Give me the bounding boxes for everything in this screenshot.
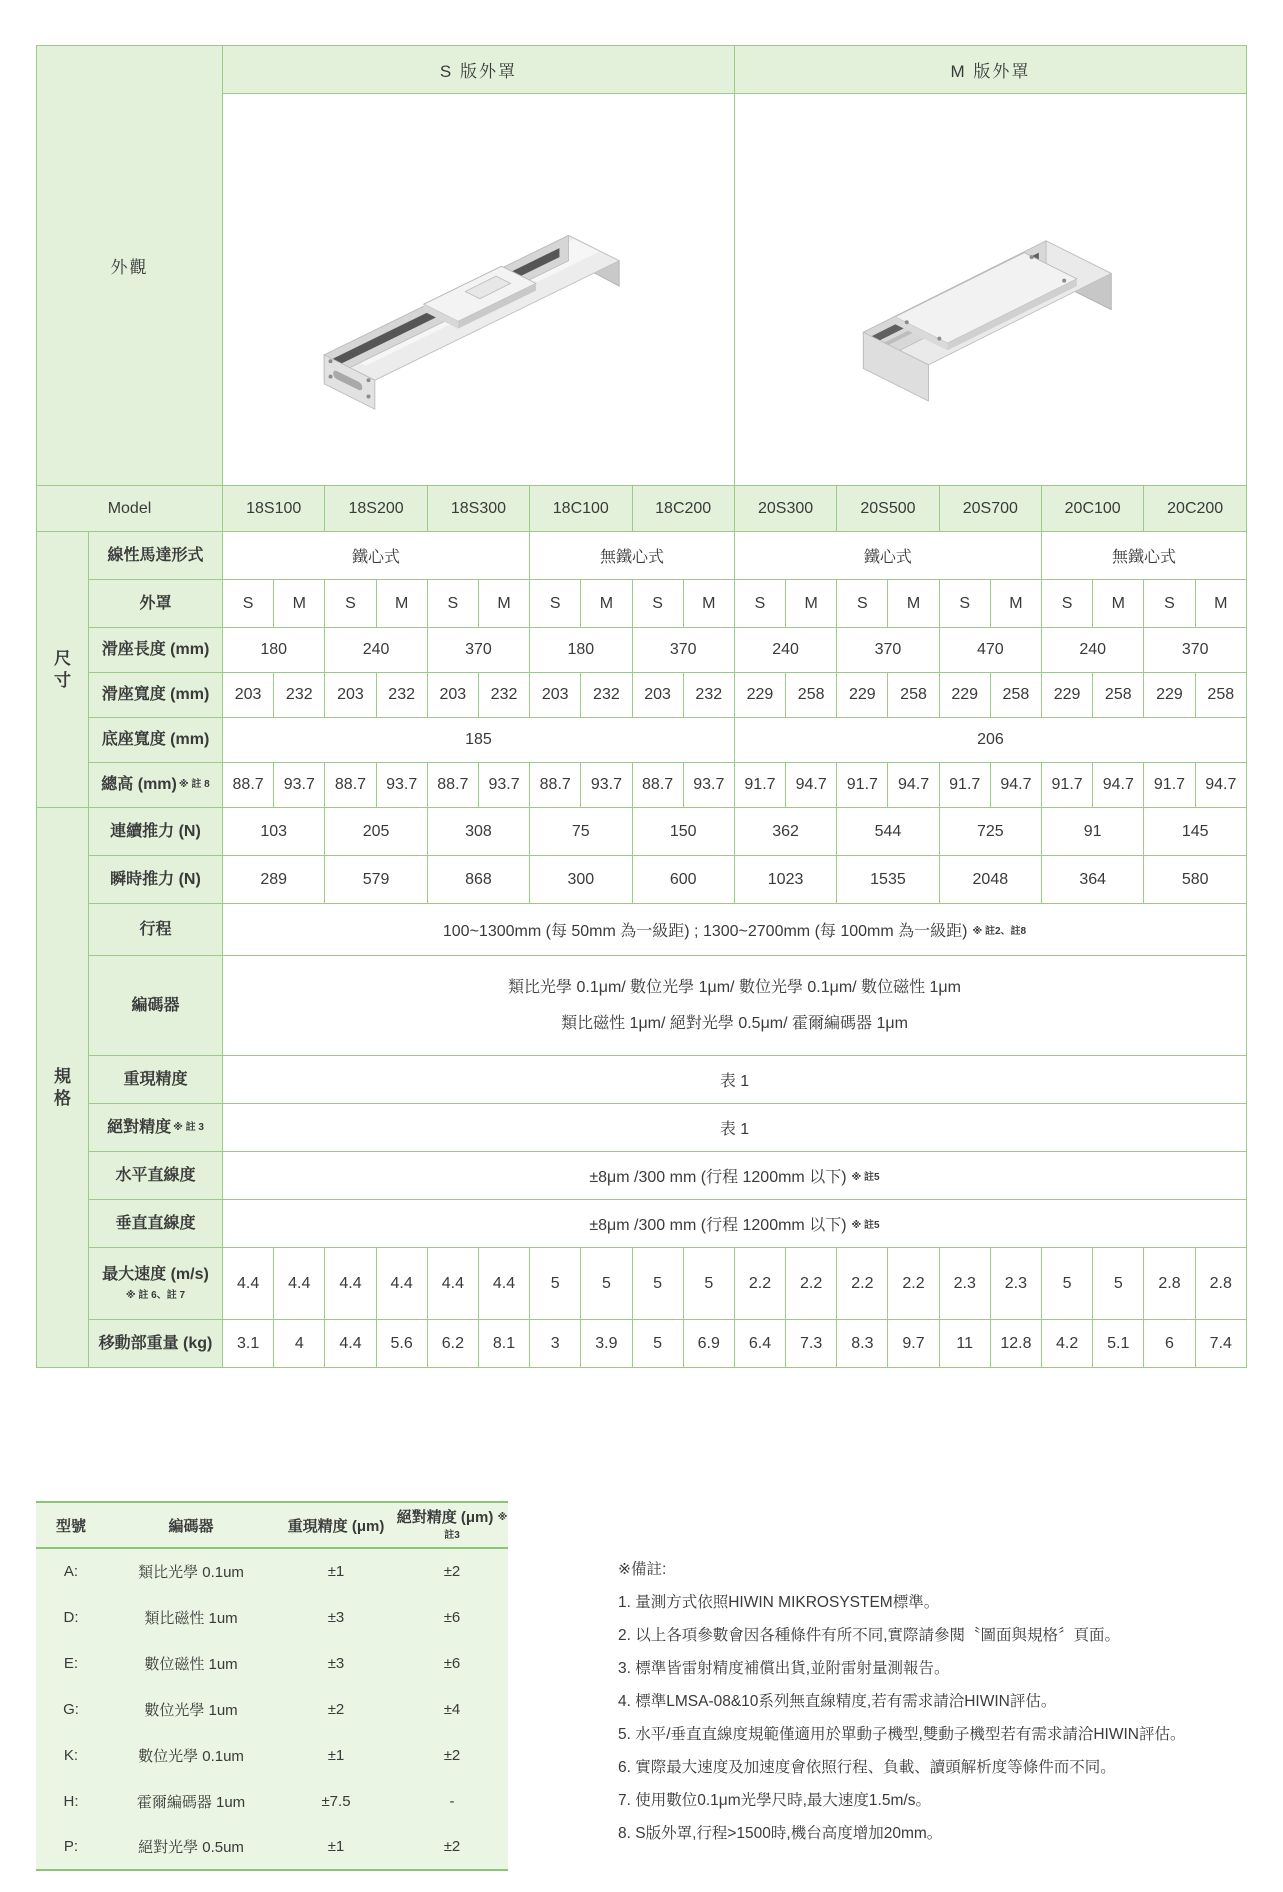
- spec-value-cell: S: [1144, 580, 1195, 628]
- spec-value-cell: 11: [939, 1320, 990, 1368]
- spec-value-cell: 4.2: [1042, 1320, 1093, 1368]
- spec-row: [37, 718, 1247, 763]
- spec-value-cell: 145: [1144, 808, 1247, 856]
- spec-value-cell: 240: [325, 628, 427, 673]
- spec-value-cell: M: [786, 580, 837, 628]
- spec-value-cell: 229: [734, 673, 785, 718]
- group-label-dimensions: [37, 532, 89, 808]
- label-footnote: ※ 註 8: [178, 779, 210, 790]
- spec-value-cell: 370: [427, 628, 529, 673]
- spec-value-cell: 362: [734, 808, 836, 856]
- encoder-col-absolute: 絕對精度 (μm) ※註3: [396, 1502, 508, 1548]
- encoder-encoder-cell: 絕對光學 0.5um: [106, 1824, 276, 1870]
- spec-row: [37, 1200, 1247, 1248]
- spec-row-label: 連續推力 (N): [89, 808, 223, 856]
- spec-value-cell: M: [581, 580, 632, 628]
- bottom-section: [36, 1501, 1247, 1871]
- spec-value-cell: 5: [632, 1248, 683, 1320]
- spec-value-cell: M: [274, 580, 325, 628]
- spec-value-cell: 229: [1042, 673, 1093, 718]
- spec-value-cell: 7.4: [1195, 1320, 1246, 1368]
- encoder-encoder-cell: 數位磁性 1um: [144, 1655, 238, 1673]
- spec-value-cell: 2.2: [734, 1248, 785, 1320]
- spec-row-label: 編碼器: [89, 956, 223, 1056]
- spec-value-cell: S: [837, 580, 888, 628]
- spec-value-cell: M: [1093, 580, 1144, 628]
- spec-value-cell: 2.2: [786, 1248, 837, 1320]
- model-cell: 20S500: [837, 486, 939, 532]
- spec-value-cell: 4.4: [274, 1248, 325, 1320]
- group-label-specs: [37, 808, 89, 1368]
- spec-value-cell: 94.7: [990, 763, 1041, 808]
- spec-value-cell: 93.7: [376, 763, 427, 808]
- spec-value-cell: 5: [683, 1248, 734, 1320]
- spec-row-label: 瞬時推力 (N): [89, 856, 223, 904]
- spec-value-cell: 3.9: [581, 1320, 632, 1368]
- spec-value-cell: 5: [1042, 1248, 1093, 1320]
- spec-value-cell: 370: [1144, 628, 1247, 673]
- encoder-table-header-row: [36, 1502, 508, 1548]
- spec-value-cell: 258: [1093, 673, 1144, 718]
- label-footnote: ※ 註 6、註 7: [125, 1289, 186, 1301]
- spec-value-cell: 無鐵心式: [1042, 532, 1247, 580]
- spec-value-cell: 88.7: [223, 763, 274, 808]
- spec-value-cell: 5.6: [376, 1320, 427, 1368]
- spec-value-cell: 12.8: [990, 1320, 1041, 1368]
- spec-value-cell: 5: [1093, 1248, 1144, 1320]
- encoder-absolute-cell: ±4: [443, 1700, 461, 1718]
- group-vertical-text: 規 格: [54, 1066, 71, 1108]
- spec-value-cell: 4.4: [325, 1320, 376, 1368]
- encoder-repeatability-cell: ±2: [327, 1700, 345, 1718]
- spec-row: [37, 1056, 1247, 1104]
- encoder-absolute-cell: ±6: [443, 1654, 461, 1672]
- encoder-encoder-cell: 類比光學 0.1um: [138, 1564, 244, 1581]
- absolute-accuracy-note: ※註3: [444, 1512, 508, 1541]
- note-item: 8. S版外罩,行程>1500時,機台高度增加20mm。: [618, 1825, 943, 1842]
- spec-value-cell: 203: [223, 673, 274, 718]
- model-cell: 20S300: [734, 486, 836, 532]
- spec-value-cell: 表 1: [223, 1104, 1247, 1152]
- spec-row-label: 底座寬度 (mm): [89, 718, 223, 763]
- spec-row-label: 滑座寬度 (mm): [89, 673, 223, 718]
- spec-value-cell: 2.2: [888, 1248, 939, 1320]
- spec-value-cell: 88.7: [530, 763, 581, 808]
- spec-value-cell: 4.4: [478, 1248, 529, 1320]
- encoder-col-encoder: 編碼器: [106, 1502, 276, 1548]
- spec-value-cell: 203: [530, 673, 581, 718]
- spec-value-cell: 370: [837, 628, 939, 673]
- spec-row-label: 總高 (mm) ※ 註 8: [89, 763, 223, 808]
- spec-value-cell: 6: [1144, 1320, 1195, 1368]
- note-item: 7. 使用數位0.1μm光學尺時,最大速度1.5m/s。: [618, 1792, 931, 1809]
- spec-value-cell: 4.4: [376, 1248, 427, 1320]
- spec-value-cell: 93.7: [274, 763, 325, 808]
- encoder-encoder-cell: 數位光學 0.1um: [138, 1747, 244, 1765]
- spec-value-cell: ±8μm /300 mm (行程 1200mm 以下) ※ 註5: [223, 1200, 1247, 1248]
- encoder-absolute-cell: ±2: [443, 1746, 461, 1764]
- spec-value-cell: 308: [427, 808, 529, 856]
- cell-footnote: ※ 註5: [851, 1220, 880, 1231]
- spec-value-cell: S: [1042, 580, 1093, 628]
- note-item: 6. 實際最大速度及加速度會依照行程、負載、讀頭解析度等條件而不同。: [618, 1759, 1116, 1776]
- encoder-encoder-cell: 類比磁性 1um: [144, 1609, 238, 1627]
- spec-value-cell: M: [376, 580, 427, 628]
- spec-value-cell: 鐵心式: [734, 532, 1041, 580]
- spec-value-cell: 203: [427, 673, 478, 718]
- model-cell: 20C200: [1144, 486, 1247, 532]
- spec-value-cell: 6.9: [683, 1320, 734, 1368]
- spec-value-cell: 258: [888, 673, 939, 718]
- spec-row-label: 行程: [89, 904, 223, 956]
- spec-value-cell: 258: [990, 673, 1041, 718]
- spec-value-cell: 232: [376, 673, 427, 718]
- note-item: 2. 以上各項參數會因各種條件有所不同,實際請參閱〝圖面與規格〞頁面。: [618, 1627, 1121, 1644]
- spec-value-cell: 表 1: [223, 1056, 1247, 1104]
- spec-row: [37, 1104, 1247, 1152]
- model-cell: 20S700: [939, 486, 1041, 532]
- encoder-model-cell: D:: [63, 1608, 79, 1626]
- spec-value-cell: S: [325, 580, 376, 628]
- spec-value-cell: 370: [632, 628, 734, 673]
- spec-value-cell: 5: [632, 1320, 683, 1368]
- cell-footnote: ※ 註2、註8: [972, 926, 1027, 937]
- spec-value-cell: 4.4: [427, 1248, 478, 1320]
- spec-row: [37, 532, 1247, 580]
- spec-value-cell: 229: [837, 673, 888, 718]
- encoder-row: [36, 1686, 508, 1732]
- cover-header-row: [37, 46, 1247, 94]
- spec-value-cell: 600: [632, 856, 734, 904]
- m-cover-header: M 版外罩: [734, 46, 1246, 94]
- model-cell: 18S200: [325, 486, 427, 532]
- spec-value-cell: 232: [581, 673, 632, 718]
- spec-value-cell: 2.3: [939, 1248, 990, 1320]
- spec-value-cell: 93.7: [478, 763, 529, 808]
- spec-value-cell: 470: [939, 628, 1041, 673]
- spec-value-cell: 232: [274, 673, 325, 718]
- note-item: 3. 標準皆雷射精度補償出貨,並附雷射量測報告。: [618, 1660, 950, 1677]
- spec-value-cell: 580: [1144, 856, 1247, 904]
- spec-value-cell: 579: [325, 856, 427, 904]
- encoder-repeatability-cell: ±3: [327, 1654, 345, 1672]
- spec-value-cell: 1535: [837, 856, 939, 904]
- spec-value-cell: 205: [325, 808, 427, 856]
- encoder-col-model: 型號: [36, 1502, 106, 1548]
- encoder-option-line: 類比磁性 1μm/ 絕對光學 0.5μm/ 霍爾編碼器 1μm: [561, 1014, 908, 1032]
- spec-value-cell: 2.3: [990, 1248, 1041, 1320]
- encoder-model-cell: P:: [36, 1824, 106, 1870]
- encoder-model-cell: A:: [63, 1563, 79, 1580]
- spec-value-cell: 2048: [939, 856, 1041, 904]
- spec-value-cell: 725: [939, 808, 1041, 856]
- spec-value-cell: 4.4: [223, 1248, 274, 1320]
- spec-value-cell: 180: [530, 628, 632, 673]
- spec-value-cell: M: [888, 580, 939, 628]
- spec-value-cell: 88.7: [325, 763, 376, 808]
- spec-row: [37, 856, 1247, 904]
- model-row: [37, 486, 1247, 532]
- spec-value-cell: 544: [837, 808, 939, 856]
- spec-value-cell: 8.3: [837, 1320, 888, 1368]
- encoder-model-cell: E:: [63, 1654, 79, 1672]
- spec-value-cell: 75: [530, 808, 632, 856]
- encoder-repeatability-cell: ±1: [327, 1563, 345, 1580]
- spec-value-cell: 93.7: [581, 763, 632, 808]
- spec-value-cell: 258: [1195, 673, 1246, 718]
- spec-value-cell: 300: [530, 856, 632, 904]
- spec-value-cell: 185: [223, 718, 735, 763]
- spec-value-cell: 2.8: [1195, 1248, 1246, 1320]
- spec-value-cell: 203: [325, 673, 376, 718]
- spec-value-cell: 5: [581, 1248, 632, 1320]
- spec-value-cell: 94.7: [1093, 763, 1144, 808]
- spec-value-cell: 91.7: [939, 763, 990, 808]
- encoder-col-repeatability: 重現精度 (μm): [276, 1502, 396, 1548]
- spec-row: [37, 808, 1247, 856]
- model-cell: 18C100: [530, 486, 632, 532]
- encoder-row: [36, 1548, 508, 1594]
- spec-value-cell: 91.7: [837, 763, 888, 808]
- spec-value-cell: 鐵心式: [223, 532, 530, 580]
- spec-value-cell: 91: [1042, 808, 1144, 856]
- spec-value-cell: 9.7: [888, 1320, 939, 1368]
- spec-row: [37, 1152, 1247, 1200]
- spec-value-cell: S: [939, 580, 990, 628]
- spec-value-cell: 6.2: [427, 1320, 478, 1368]
- encoder-row: [36, 1732, 508, 1778]
- spec-row: [37, 580, 1247, 628]
- spec-value-cell: 289: [223, 856, 325, 904]
- spec-row: [37, 763, 1247, 808]
- encoder-absolute-cell: ±6: [443, 1608, 461, 1626]
- note-item: 5. 水平/垂直直線度規範僅適用於單動子機型,雙動子機型若有需求請洽HIWIN評估。: [618, 1726, 1186, 1743]
- model-cell: 20C100: [1042, 486, 1144, 532]
- spec-value-cell: 88.7: [632, 763, 683, 808]
- encoder-row: [36, 1594, 508, 1640]
- spec-row-label: 最大速度 (m/s) ※ 註 6、註 7: [89, 1248, 223, 1320]
- spec-row-label: 水平直線度: [89, 1152, 223, 1200]
- encoder-absolute-cell: ±2: [443, 1563, 461, 1580]
- spec-value-cell: 258: [786, 673, 837, 718]
- spec-row-label: 滑座長度 (mm): [89, 628, 223, 673]
- spec-value-cell: S: [223, 580, 274, 628]
- spec-value-cell: [223, 956, 1247, 1056]
- spec-value-cell: 3.1: [223, 1320, 274, 1368]
- encoder-repeatability-cell: ±1: [276, 1824, 396, 1870]
- spec-value-cell: ±8μm /300 mm (行程 1200mm 以下) ※ 註5: [223, 1152, 1247, 1200]
- encoder-row: [36, 1640, 508, 1686]
- spec-value-cell: 150: [632, 808, 734, 856]
- s-cover-header: S 版外罩: [223, 46, 735, 94]
- spec-value-cell: 868: [427, 856, 529, 904]
- spec-value-cell: S: [427, 580, 478, 628]
- spec-row: [37, 956, 1247, 1056]
- spec-value-cell: 7.3: [786, 1320, 837, 1368]
- encoder-row: [36, 1824, 508, 1870]
- spec-value-cell: M: [1195, 580, 1246, 628]
- spec-value-cell: 180: [223, 628, 325, 673]
- label-footnote: ※ 註 3: [173, 1121, 204, 1133]
- spec-value-cell: 232: [478, 673, 529, 718]
- spec-value-cell: S: [734, 580, 785, 628]
- encoder-repeatability-cell: ±1: [327, 1746, 345, 1764]
- encoder-row: [36, 1778, 508, 1824]
- spec-row-label: 絕對精度 ※ 註 3: [89, 1104, 223, 1152]
- spec-value-cell: 91.7: [734, 763, 785, 808]
- spec-row-label: 垂直直線度: [89, 1200, 223, 1248]
- model-cell: 18C200: [632, 486, 734, 532]
- cell-footnote: ※ 註5: [851, 1172, 880, 1183]
- encoder-model-cell: H:: [63, 1792, 79, 1810]
- spec-value-cell: 94.7: [888, 763, 939, 808]
- spec-value-cell: 232: [683, 673, 734, 718]
- spec-value-cell: 94.7: [786, 763, 837, 808]
- image-cell-m: [734, 94, 1246, 486]
- spec-value-cell: M: [683, 580, 734, 628]
- image-cell-s: [223, 94, 735, 486]
- encoder-absolute-cell: ±2: [396, 1824, 508, 1870]
- spec-value-cell: 100~1300mm (每 50mm 為一級距) ; 1300~2700mm (每 100mm 為一級距) ※ 註2、註8: [223, 904, 1247, 956]
- spec-value-cell: S: [530, 580, 581, 628]
- encoder-repeatability-cell: ±3: [327, 1608, 345, 1626]
- model-cell: 18S300: [427, 486, 529, 532]
- note-item: 1. 量測方式依照HIWIN MIKROSYSTEM標準。: [618, 1594, 940, 1611]
- encoder-model-cell: G:: [63, 1700, 79, 1718]
- model-label: Model: [37, 486, 223, 532]
- encoder-accuracy-table: [36, 1501, 508, 1871]
- spec-value-cell: 6.4: [734, 1320, 785, 1368]
- spec-value-cell: 3: [530, 1320, 581, 1368]
- spec-value-cell: 240: [734, 628, 836, 673]
- spec-row: [37, 904, 1247, 956]
- spec-value-cell: 無鐵心式: [530, 532, 735, 580]
- spec-row-label: 重現精度: [89, 1056, 223, 1104]
- spec-value-cell: M: [990, 580, 1041, 628]
- spec-value-cell: 8.1: [478, 1320, 529, 1368]
- encoder-option-line: 類比光學 0.1μm/ 數位光學 1μm/ 數位光學 0.1μm/ 數位磁性 1μm: [508, 979, 961, 997]
- note-item: 4. 標準LMSA-08&10系列無直線精度,若有需求請洽HIWIN評估。: [618, 1693, 1057, 1710]
- spec-row: [37, 673, 1247, 718]
- spec-row-label: 移動部重量 (kg): [89, 1320, 223, 1368]
- appearance-label: 外觀: [37, 46, 223, 486]
- notes-list: [618, 1586, 1247, 1850]
- spec-value-cell: 4: [274, 1320, 325, 1368]
- spec-value-cell: 91.7: [1144, 763, 1195, 808]
- encoder-repeatability-cell: ±7.5: [321, 1792, 351, 1810]
- spec-row-label: 線性馬達形式: [89, 532, 223, 580]
- spec-value-cell: 203: [632, 673, 683, 718]
- spec-value-cell: 103: [223, 808, 325, 856]
- spec-value-cell: 229: [939, 673, 990, 718]
- spec-row-label: 外罩: [89, 580, 223, 628]
- spec-value-cell: 5.1: [1093, 1320, 1144, 1368]
- encoder-encoder-cell: 霍爾編碼器 1um: [136, 1793, 246, 1811]
- spec-value-cell: 2.8: [1144, 1248, 1195, 1320]
- spec-row: [37, 1248, 1247, 1320]
- spec-value-cell: M: [478, 580, 529, 628]
- notes-section: [618, 1553, 1247, 1850]
- spec-row: [37, 1320, 1247, 1368]
- spec-value-cell: 88.7: [427, 763, 478, 808]
- spec-value-cell: 229: [1144, 673, 1195, 718]
- spec-value-cell: 94.7: [1195, 763, 1246, 808]
- spec-value-cell: 4.4: [325, 1248, 376, 1320]
- spec-table: [36, 45, 1247, 1368]
- spec-value-cell: 240: [1042, 628, 1144, 673]
- product-image-m-cover: [800, 137, 1180, 437]
- encoder-model-cell: K:: [63, 1746, 79, 1764]
- spec-value-cell: 91.7: [1042, 763, 1093, 808]
- spec-value-cell: 1023: [734, 856, 836, 904]
- spec-value-cell: 364: [1042, 856, 1144, 904]
- spec-value-cell: 206: [734, 718, 1246, 763]
- product-image-s-cover: [288, 137, 668, 437]
- notes-title: ※備註:: [618, 1561, 667, 1578]
- group-vertical-text: 尺 寸: [54, 648, 71, 690]
- spec-value-cell: S: [632, 580, 683, 628]
- model-cell: 18S100: [223, 486, 325, 532]
- encoder-absolute-cell: -: [449, 1792, 455, 1810]
- spec-row: [37, 628, 1247, 673]
- encoder-encoder-cell: 數位光學 1um: [144, 1701, 238, 1719]
- spec-value-cell: 5: [530, 1248, 581, 1320]
- spec-value-cell: 2.2: [837, 1248, 888, 1320]
- spec-value-cell: 93.7: [683, 763, 734, 808]
